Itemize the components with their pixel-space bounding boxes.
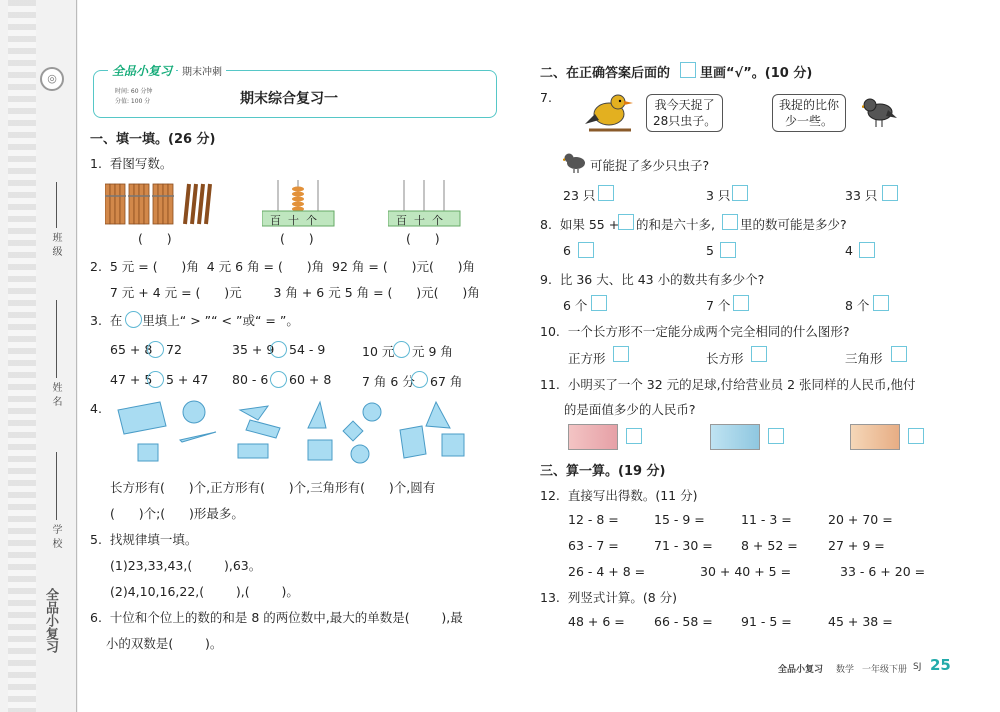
q8-text-c: 里的数可能是多少? xyxy=(740,217,847,232)
q12-expr: 27 + 9 = xyxy=(828,538,885,553)
shapes-image xyxy=(110,398,480,468)
q2-line-1: 2. 5 元 = ( )角 4 元 6 角 = ( )角 92 角 = ( )元( )角 xyxy=(90,259,476,274)
footer-grade: 一年级下册 xyxy=(862,665,908,675)
q9-text: 9. 比 36 大、比 43 小的数共有多少个? xyxy=(540,272,765,287)
q8-option-3: 4 xyxy=(845,243,853,258)
q10-option-1: 正方形 xyxy=(568,351,606,366)
header-score: 分值: 100 分 xyxy=(115,98,151,105)
bubble-2-line-2: 少一些。 xyxy=(785,114,834,128)
bubble-1-line-2: 28只虫子。 xyxy=(653,114,717,128)
q4-number: 4. xyxy=(90,401,102,416)
school-line xyxy=(56,452,57,520)
footer-brand: 全品小复习 xyxy=(778,665,824,675)
q3-answer-circle[interactable] xyxy=(393,341,410,358)
section-2-title-a: 二、在正确答案后面的 xyxy=(540,66,671,81)
bird-2-icon xyxy=(862,96,898,130)
q1-blank-3[interactable]: ( ) xyxy=(406,231,440,246)
q7-option-3: 33 只 xyxy=(845,188,878,203)
abacus-1-labels: 百 十 个 xyxy=(270,214,317,227)
q3-answer-circle[interactable] xyxy=(147,371,164,388)
footer-subject: 数学 xyxy=(836,665,855,675)
q3-sample-circle xyxy=(125,311,142,328)
q3-text: 3. 在 里填上“ > ”“ < ”或“ = ”。 xyxy=(90,313,299,328)
q7-option-1-box[interactable] xyxy=(598,185,614,201)
q9-option-2-box[interactable] xyxy=(733,295,749,311)
q10-option-3-box[interactable] xyxy=(891,346,907,362)
q4-text-1: 长方形有( )个,正方形有( )个,三角形有( )个,圆有 xyxy=(110,480,436,495)
q7-option-2: 3 只 xyxy=(706,188,731,203)
abacus-2-labels: 百 十 个 xyxy=(396,214,443,227)
q3-expr: 35 + 9 xyxy=(232,342,275,357)
q7-text: 可能捉了多少只虫子? xyxy=(590,158,710,173)
q11-option-3-box[interactable] xyxy=(908,428,924,444)
header-time: 时间: 60 分钟 xyxy=(115,88,153,95)
q5-part-1: (1)23,33,43,( ),63。 xyxy=(110,558,262,573)
q12-text: 12. 直接写出得数。(11 分) xyxy=(540,488,698,503)
banknote-100-image xyxy=(568,424,618,450)
q3-answer-circle[interactable] xyxy=(411,371,428,388)
q13-expr: 66 - 58 = xyxy=(654,614,713,629)
bubble-2-line-1: 我捉的比你 xyxy=(779,98,840,112)
q12-expr: 8 + 52 = xyxy=(741,538,798,553)
class-label: 班级 xyxy=(50,232,61,260)
q10-option-2: 长方形 xyxy=(706,351,744,366)
page-title: 期末综合复习一 xyxy=(240,91,338,107)
bird-1-icon xyxy=(585,92,635,134)
q11-option-2-box[interactable] xyxy=(768,428,784,444)
q8-text-b: 的和是六十多, xyxy=(636,217,715,232)
q10-option-2-box[interactable] xyxy=(751,346,767,362)
q7-option-1: 23 只 xyxy=(563,188,596,203)
class-line xyxy=(56,182,57,228)
q3-expr: 67 角 xyxy=(430,374,463,389)
school-label: 学校 xyxy=(50,524,61,552)
q3-answer-circle[interactable] xyxy=(270,341,287,358)
q9-option-3-box[interactable] xyxy=(873,295,889,311)
q8-option-1-box[interactable] xyxy=(578,242,594,258)
q5-part-2: (2)4,10,16,22,( ),( )。 xyxy=(110,584,299,599)
q9-option-1-box[interactable] xyxy=(591,295,607,311)
banknote-20-image xyxy=(850,424,900,450)
q3-answer-circle[interactable] xyxy=(270,371,287,388)
section-3-title: 三、算一算。(19 分) xyxy=(540,464,666,479)
q7-option-2-box[interactable] xyxy=(732,185,748,201)
bird-2-small-icon xyxy=(563,152,589,174)
q11-option-1-box[interactable] xyxy=(626,428,642,444)
q3-expr: 65 + 8 xyxy=(110,342,153,357)
q8-sample-box xyxy=(618,214,634,230)
q3-expr: 80 - 6 xyxy=(232,372,269,387)
section-2-sample-box xyxy=(680,62,696,78)
q10-option-1-box[interactable] xyxy=(613,346,629,362)
q3-expr: 5 + 47 xyxy=(166,372,209,387)
q12-expr: 11 - 3 = xyxy=(741,512,792,527)
section-2-title-b: 里画“√”。(10 分) xyxy=(700,66,813,81)
q2-line-2: 7 元 + 4 元 = ( )元 3 角 + 6 元 5 角 = ( )元( )角 xyxy=(90,285,480,300)
q7-option-3-box[interactable] xyxy=(882,185,898,201)
q1-blank-2[interactable]: ( ) xyxy=(280,231,314,246)
q3-expr: 47 + 5 xyxy=(110,372,153,387)
q3-expr: 7 角 6 分 xyxy=(362,374,415,389)
q12-expr: 30 + 40 + 5 = xyxy=(700,564,792,579)
banknote-50-image xyxy=(710,424,760,450)
section-1-title: 一、填一填。(26 分) xyxy=(90,132,216,147)
q8-option-2: 5 xyxy=(706,243,714,258)
q5-text: 5. 找规律填一填。 xyxy=(90,532,198,547)
q8-option-2-box[interactable] xyxy=(720,242,736,258)
q12-expr: 71 - 30 = xyxy=(654,538,713,553)
speech-bubble-1 xyxy=(646,94,723,132)
bubble-1-line-1: 我今天捉了 xyxy=(654,98,715,112)
speech-bubble-2 xyxy=(772,94,846,132)
q13-expr: 48 + 6 = xyxy=(568,614,625,629)
q10-text: 10. 一个长方形不一定能分成两个完全相同的什么图形? xyxy=(540,324,850,339)
q10-option-3: 三角形 xyxy=(845,351,883,366)
q12-expr: 33 - 6 + 20 = xyxy=(840,564,926,579)
header-brand: 全品小复习 xyxy=(108,62,176,79)
q11-line-1: 11. 小明买了一个 32 元的足球,付给营业员 2 张同样的人民币,他付 xyxy=(540,377,916,392)
q8-sample-box-2 xyxy=(722,214,738,230)
q3-expr: 10 元 xyxy=(362,344,395,359)
page-number: 25 xyxy=(930,656,951,674)
q1-text: 1. 看图写数。 xyxy=(90,156,173,171)
q12-expr: 15 - 9 = xyxy=(654,512,705,527)
header-subtitle: 期末冲刺 xyxy=(178,63,226,78)
counting-sticks-image xyxy=(105,182,215,227)
q8-text-a: 8. 如果 55 + xyxy=(540,217,620,232)
q1-blank-1[interactable]: ( ) xyxy=(138,231,172,246)
q12-expr: 20 + 70 = xyxy=(828,512,893,527)
q4-text-2: ( )个;( )形最多。 xyxy=(110,506,244,521)
q3-expr: 元 9 角 xyxy=(412,344,453,359)
q6-line-1: 6. 十位和个位上的数的和是 8 的两位数中,最大的单数是( ),最 xyxy=(90,610,463,625)
q11-line-2: 的是面值多少的人民币? xyxy=(540,402,696,417)
q13-expr: 91 - 5 = xyxy=(741,614,792,629)
q12-expr: 63 - 7 = xyxy=(568,538,619,553)
q13-text: 13. 列竖式计算。(8 分) xyxy=(540,590,678,605)
q7-number: 7. xyxy=(540,90,552,105)
q12-expr: 12 - 8 = xyxy=(568,512,619,527)
q3-expr: 54 - 9 xyxy=(289,342,326,357)
q3-answer-circle[interactable] xyxy=(147,341,164,358)
spine-logo: 全品小复习 xyxy=(43,588,58,653)
name-line xyxy=(56,300,57,378)
q8-option-1: 6 xyxy=(563,243,571,258)
q8-option-3-box[interactable] xyxy=(859,242,875,258)
footer-edition: SJ xyxy=(913,662,922,672)
q12-expr: 26 - 4 + 8 = xyxy=(568,564,646,579)
q3-expr: 72 xyxy=(166,342,182,357)
q13-expr: 45 + 38 = xyxy=(828,614,893,629)
spine-divider xyxy=(76,0,77,712)
q9-option-1: 6 个 xyxy=(563,298,588,313)
q9-option-3: 8 个 xyxy=(845,298,870,313)
spine-pattern xyxy=(8,0,36,712)
name-label: 姓名 xyxy=(50,382,61,410)
q6-line-2: 小的双数是( )。 xyxy=(90,636,223,651)
q9-option-2: 7 个 xyxy=(706,298,731,313)
q3-expr: 60 + 8 xyxy=(289,372,332,387)
spine-badge-icon: ◎ xyxy=(40,67,64,91)
